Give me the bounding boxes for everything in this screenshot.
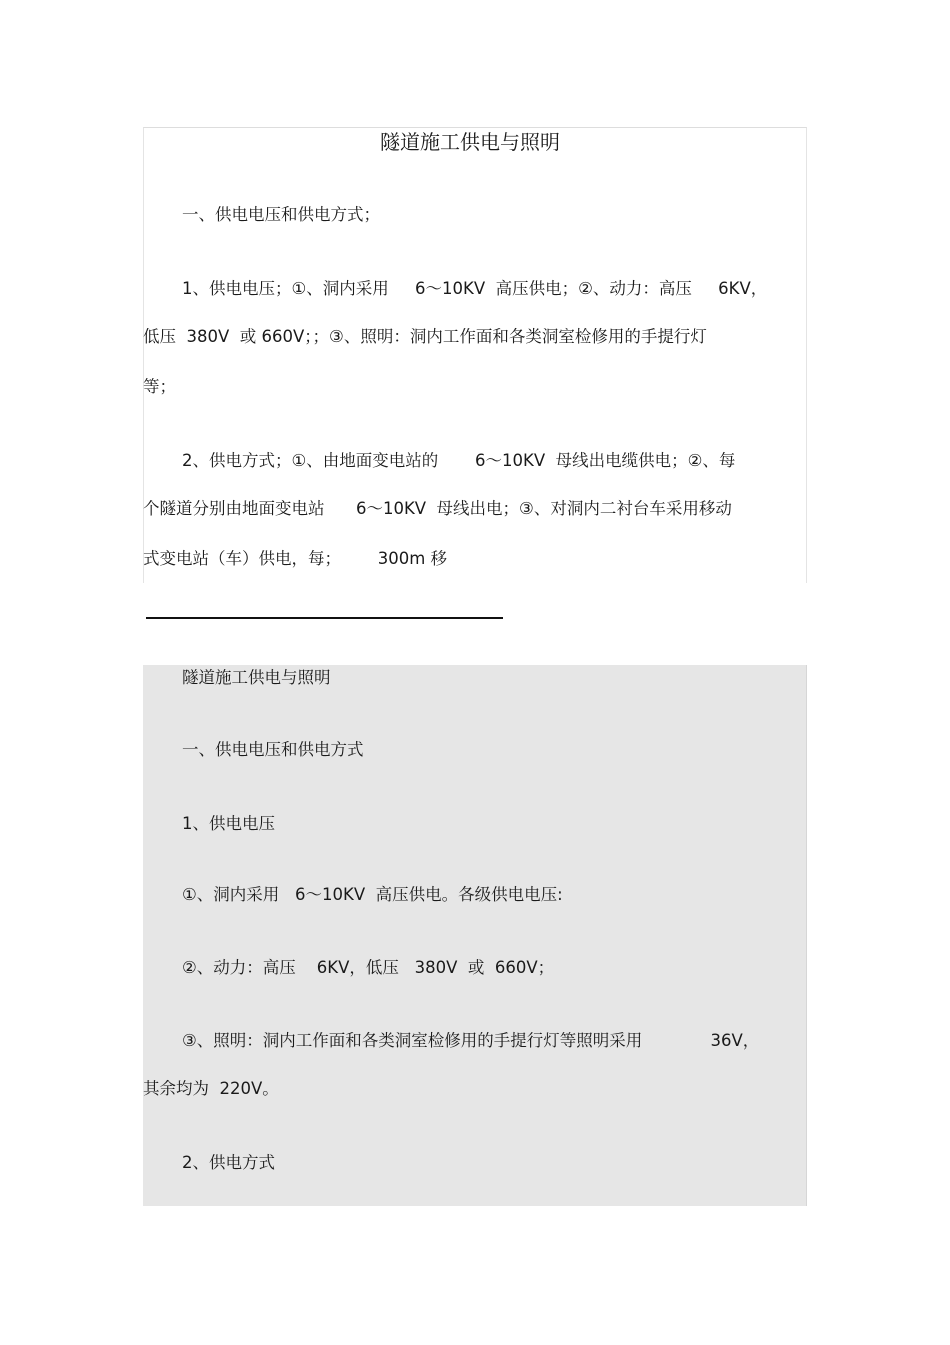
- paragraph-line: 2、供电方式；①、由地面变电站的 6～10KV 母线出电缆供电；②、每: [182, 451, 736, 470]
- document-title: 隧道施工供电与照明: [380, 130, 560, 154]
- paragraph-line: 1、供电电压；①、洞内采用 6～10KV 高压供电；②、动力：高压 6KV，: [182, 279, 768, 298]
- paragraph-line: 等；: [143, 377, 176, 396]
- paragraph-line: 其余均为 220V。: [143, 1079, 279, 1098]
- paragraph-line: 式变电站（车）供电，每； 300m 移: [143, 549, 448, 568]
- heading-1: 一、供电电压和供电方式；: [182, 205, 380, 224]
- paragraph-line: 个隧道分别由地面变电站 6～10KV 母线出电；③、对洞内二衬台车采用移动: [143, 499, 732, 518]
- heading-1: 一、供电电压和供电方式: [182, 740, 364, 759]
- heading-2: 1、供电电压: [182, 814, 275, 833]
- paragraph-line: ①、洞内采用 6～10KV 高压供电。各级供电电压:: [182, 885, 563, 904]
- paragraph-line: ②、动力：高压 6KV，低压 380V 或 660V；: [182, 958, 555, 977]
- section-title: 隧道施工供电与照明: [182, 668, 331, 687]
- heading-2: 2、供电方式: [182, 1153, 275, 1172]
- paragraph-line: 低压 380V 或 660V；；③、照明：洞内工作面和各类洞室检修用的手提行灯: [143, 327, 707, 346]
- paragraph-line: ③、照明：洞内工作面和各类洞室检修用的手提行灯等照明采用 36V，: [182, 1031, 760, 1050]
- divider-rule: [146, 617, 503, 619]
